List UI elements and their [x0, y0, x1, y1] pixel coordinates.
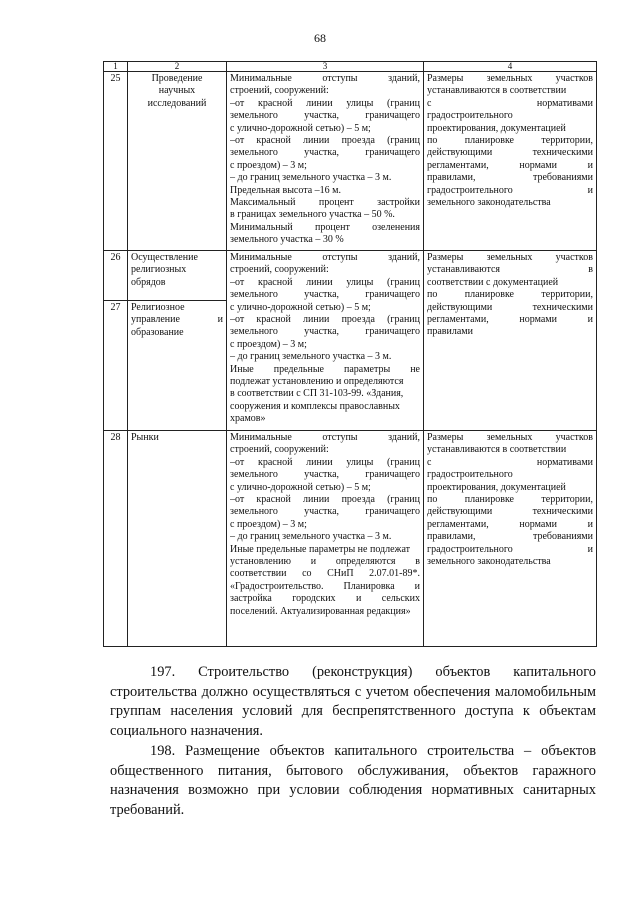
cell-line: регламентами, нормами и: [427, 314, 593, 326]
paragraph-line: требований.: [110, 801, 185, 818]
paragraph-line: 197. Строительство (реконструкция) объектов капитального: [150, 664, 596, 680]
cell-line: Рынки: [131, 432, 159, 443]
cell-line: с проездом) – 3 м;: [230, 159, 307, 171]
cell-line: подлежат установлению и определяются: [230, 376, 404, 388]
cell-line: по планировке территории,: [427, 289, 593, 301]
cell-line: строений, сооружений:: [230, 85, 329, 97]
cell-line: по планировке территории,: [427, 135, 593, 147]
cell-line: строений, сооружений:: [230, 444, 329, 456]
cell-line: градостроительного и: [427, 543, 593, 555]
cell-line: градостроительного и: [427, 184, 593, 196]
cell-line: Проведение: [151, 73, 203, 84]
cell-line: Минимальные отступы зданий,: [230, 73, 420, 84]
cell-line: земельного участка, граничащего: [230, 469, 420, 481]
cell-line: проектирования, документацией: [427, 481, 566, 493]
cell-line: – до границ земельного участка – 3 м.: [230, 531, 392, 543]
cell-line: градостроительного: [427, 110, 513, 122]
cell-line: Размеры земельных участков: [427, 432, 593, 443]
paragraph-198: [110, 742, 596, 820]
cell-line: по планировке территории,: [427, 494, 593, 506]
cell-line: – до границ земельного участка – 3 м.: [230, 351, 392, 363]
cell-line: сооружения и комплексы православных: [230, 400, 400, 412]
cell-line: земельного участка, граничащего: [230, 506, 420, 518]
land-use-name: [128, 72, 227, 251]
land-use-name: [128, 251, 227, 301]
cell-line: градостроительного: [427, 469, 513, 481]
cell-line: –от красной линии улицы (границ: [230, 97, 420, 109]
cell-line: Максимальный процент застройки: [230, 197, 420, 209]
cell-line: Иные предельные параметры не подлежат: [230, 543, 411, 555]
land-use-name: [128, 301, 227, 431]
cell-line: Осуществление: [131, 252, 198, 263]
cell-line: Иные предельные параметры не: [230, 363, 420, 375]
cell-line: застройка городских и сельских: [230, 593, 420, 605]
cell-line: Размеры земельных участков: [427, 252, 593, 263]
table-header-row: [104, 62, 597, 72]
cell-line: земельного участка, граничащего: [230, 289, 420, 301]
paragraph-line: назначения возможно при условии соблюдения нормативных санитарных: [110, 782, 596, 798]
cell-line: действующими техническими: [427, 506, 593, 518]
page-number: 68: [314, 31, 326, 45]
header-cell: 2: [128, 62, 227, 72]
limits-cell: [227, 72, 424, 251]
cell-line: устанавливаются в соответствии: [427, 444, 567, 456]
cell-line: проектирования, документацией: [427, 122, 566, 134]
cell-line: в соответствии с СП 31-103-99. «Здания,: [230, 388, 404, 400]
cell-line: с проездом) – 3 м;: [230, 338, 307, 350]
header-cell: 3: [227, 62, 424, 72]
cell-line: с улично-дорожной сетью) – 5 м;: [230, 481, 371, 493]
cell-line: образование: [131, 326, 184, 338]
row-number: 28: [104, 431, 128, 647]
cell-line: правилами, требованиями: [427, 531, 593, 543]
limits-cell: [227, 251, 424, 431]
cell-line: действующими техническими: [427, 147, 593, 159]
cell-line: земельного участка, граничащего: [230, 326, 420, 338]
cell-line: регламентами, нормами и: [427, 159, 593, 171]
row-number: 27: [104, 301, 128, 431]
cell-line: с проездом) – 3 м;: [230, 518, 307, 530]
cell-line: правилами: [427, 326, 473, 338]
land-use-name: [128, 431, 227, 647]
cell-line: Минимальный процент озеленения: [230, 221, 420, 233]
cell-line: с нормативами: [427, 97, 593, 109]
cell-line: устанавливаются в: [427, 264, 593, 276]
regulations-table: [103, 61, 597, 647]
cell-line: управление и: [131, 314, 223, 326]
cell-line: строений, сооружений:: [230, 264, 329, 276]
paragraph-line: строительства должно осуществляться с учетом обеспечения маломобильным: [110, 683, 596, 700]
cell-line: –от красной линии проезда (границ: [230, 494, 420, 506]
cell-line: действующими техническими: [427, 301, 593, 313]
cell-line: –от красной линии проезда (границ: [230, 135, 420, 147]
cell-line: установлению и определяются в: [230, 556, 420, 568]
cell-line: Предельная высота –16 м.: [230, 184, 342, 196]
cell-line: соответствии с документацией: [427, 276, 559, 288]
cell-line: – до границ земельного участка – 3 м.: [230, 172, 392, 184]
cell-line: с улично-дорожной сетью) – 5 м;: [230, 122, 371, 134]
limits-cell: [227, 431, 424, 647]
table-row: [104, 251, 597, 301]
cell-line: земельного участка, граничащего: [230, 110, 420, 122]
cell-line: в границах земельного участка – 50 %.: [230, 209, 395, 221]
cell-line: земельного законодательства: [427, 197, 551, 209]
cell-line: земельного законодательства: [427, 556, 551, 568]
cell-line: с улично-дорожной сетью) – 5 м;: [230, 301, 371, 313]
cell-line: Минимальные отступы зданий,: [230, 252, 420, 263]
header-cell: 4: [424, 62, 597, 72]
cell-line: «Градостроительство. Планировка и: [230, 580, 420, 592]
cell-line: научных: [158, 85, 196, 97]
cell-line: Религиозное: [131, 302, 185, 313]
paragraph-197: [110, 663, 596, 741]
cell-line: с нормативами: [427, 456, 593, 468]
table-row: [104, 431, 597, 647]
cell-line: храмов»: [230, 413, 266, 425]
cell-line: правилами, требованиями: [427, 172, 593, 184]
cell-line: религиозных: [131, 264, 187, 276]
regulations-cell: [424, 251, 597, 431]
paragraph-line: общественного питания, бытового обслуживания, объектов гаражного: [110, 762, 596, 779]
cell-line: поселений. Актуализированная редакция»: [230, 605, 411, 617]
header-cell: 1: [104, 62, 128, 72]
regulations-cell: [424, 431, 597, 647]
cell-line: –от красной линии улицы (границ: [230, 276, 420, 288]
paragraph-line: группам населения условий для беспрепятственного доступа к объектам: [110, 703, 596, 719]
cell-line: земельного участка – 30 %: [230, 234, 344, 246]
cell-line: обрядов: [131, 276, 166, 288]
regulations-cell: [424, 72, 597, 251]
row-number: 25: [104, 72, 128, 251]
paragraph-line: 198. Размещение объектов капитального строительства – объектов: [150, 743, 596, 759]
cell-line: соответствии со СНиП 2.07.01-89*.: [230, 568, 420, 580]
cell-line: регламентами, нормами и: [427, 518, 593, 530]
paragraph-line: социального назначения.: [110, 722, 264, 739]
cell-line: устанавливаются в соответствии: [427, 85, 567, 97]
cell-line: –от красной линии улицы (границ: [230, 456, 420, 468]
cell-line: –от красной линии проезда (границ: [230, 314, 420, 326]
row-number: 26: [104, 251, 128, 301]
cell-line: земельного участка, граничащего: [230, 147, 420, 159]
cell-line: Размеры земельных участков: [427, 73, 593, 84]
cell-line: исследований: [147, 97, 207, 109]
cell-line: Минимальные отступы зданий,: [230, 432, 420, 443]
table-row: [104, 72, 597, 251]
